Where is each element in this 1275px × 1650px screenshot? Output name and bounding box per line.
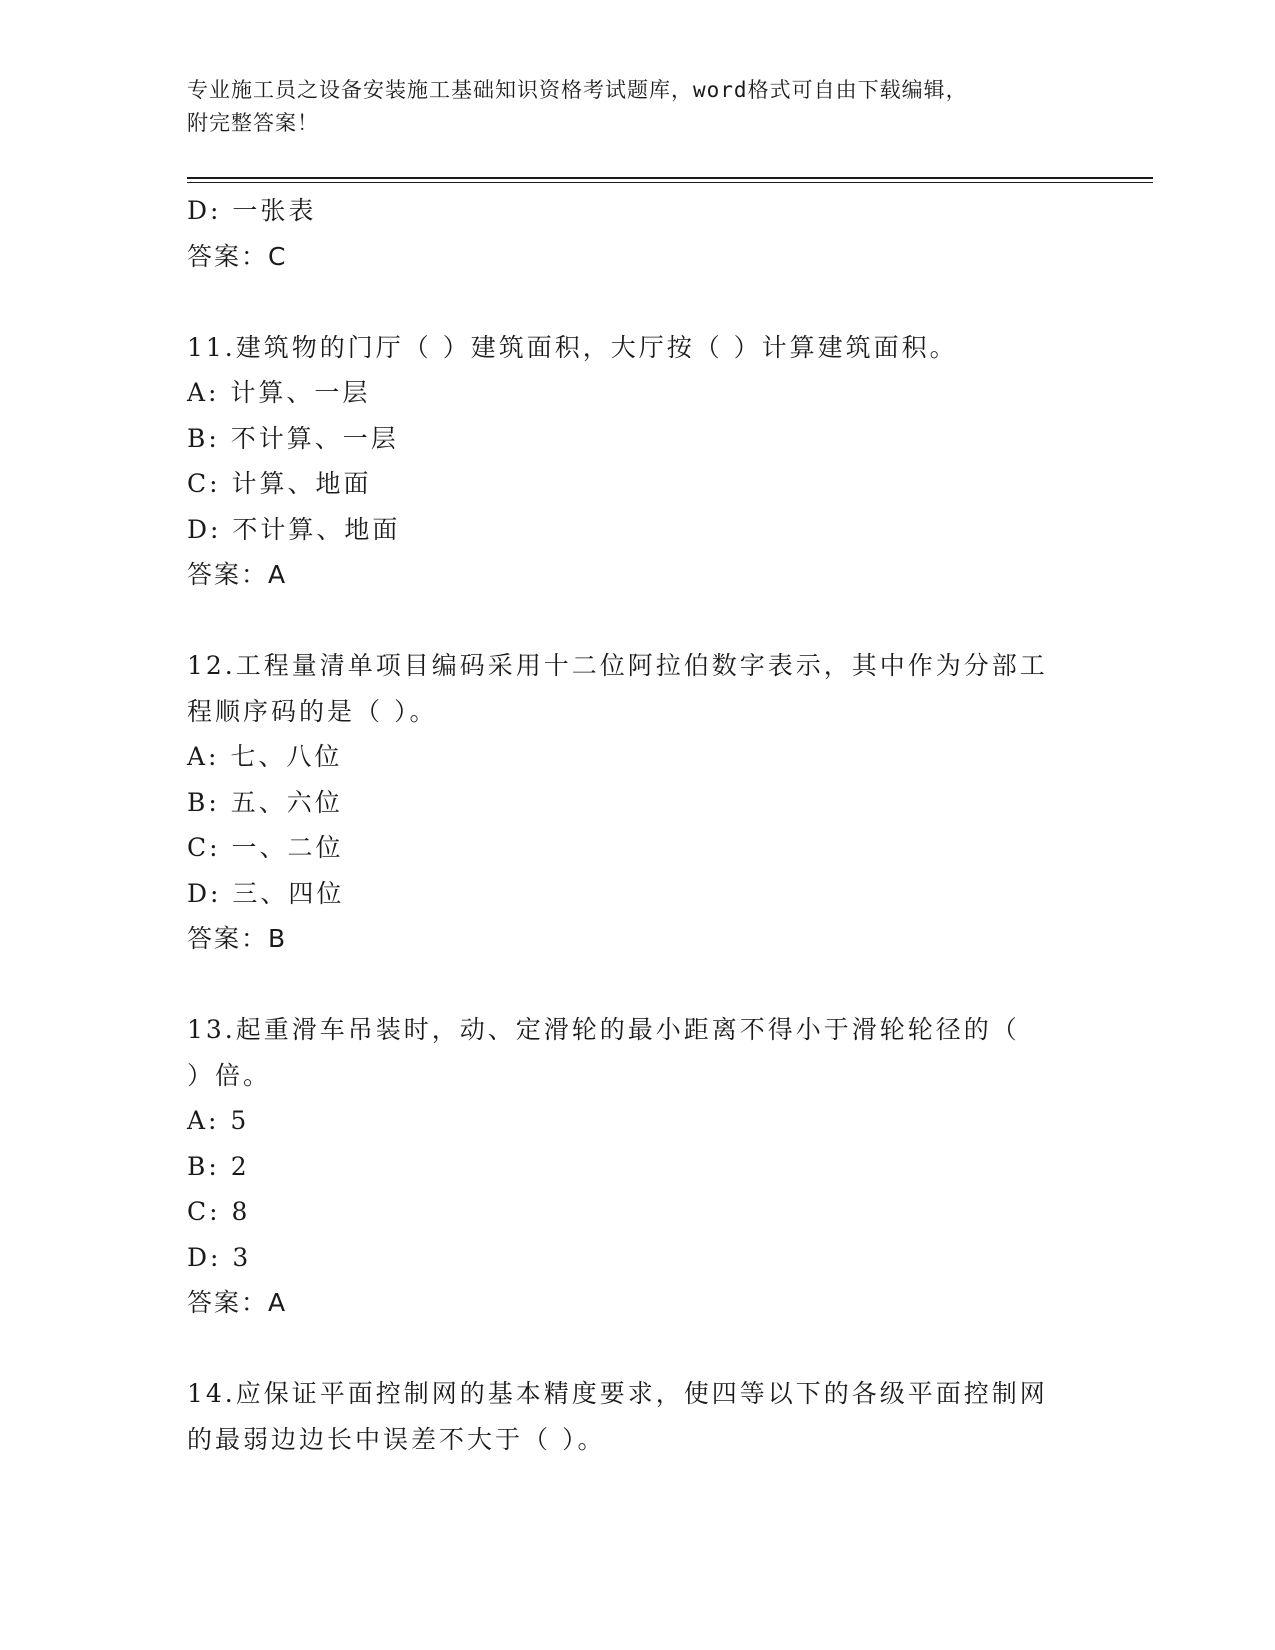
spacer	[187, 279, 1087, 325]
option-b: B: 不计算、一层	[187, 423, 399, 453]
option-b: B: 2	[187, 1151, 250, 1181]
option-c: C: 8	[187, 1197, 251, 1226]
question-stem-continued: ）倍。	[187, 1060, 272, 1090]
answer-line: 答案：A	[187, 560, 288, 589]
option-d: D: 一张表	[187, 196, 317, 225]
question-14	[187, 1371, 1087, 1462]
question-stem-continued: 程顺序码的是（ ）。	[187, 696, 438, 726]
spacer	[187, 962, 1087, 1008]
answer-line: 答案：A	[187, 1288, 288, 1317]
question-13	[187, 1007, 1087, 1326]
option-d: D: 不计算、地面	[187, 514, 401, 544]
option-c: C: 计算、地面	[187, 469, 372, 498]
question-stem-continued: 的最弱边边长中误差不大于（ ）。	[187, 1424, 606, 1454]
question-stem: 13.起重滑车吊装时，动、定滑轮的最小距离不得小于滑轮轮径的（	[187, 1015, 1020, 1044]
spacer	[187, 1326, 1087, 1372]
option-a: A: 七、八位	[187, 742, 343, 771]
question-stem: 11.建筑物的门厅（ ）建筑面积，大厅按（ ）计算建筑面积。	[187, 332, 958, 362]
option-d: D: 3	[187, 1242, 252, 1272]
question-list	[187, 188, 1087, 1462]
header-divider-thin	[187, 182, 1153, 183]
option-a: A: 计算、一层	[187, 378, 371, 407]
option-b: B: 五、六位	[187, 787, 343, 817]
document-header	[187, 74, 1087, 140]
question-11	[187, 325, 1087, 598]
answer-line: 答案：B	[187, 924, 288, 953]
option-c: C: 一、二位	[187, 833, 344, 862]
option-d: D: 三、四位	[187, 878, 345, 908]
header-line-2: 附完整答案！	[187, 111, 319, 135]
option-a: A: 5	[187, 1106, 250, 1135]
spacer	[187, 598, 1087, 644]
question-12	[187, 643, 1087, 962]
header-divider-thick	[187, 177, 1153, 179]
answer-line: 答案：C	[187, 241, 288, 271]
question-stem: 12.工程量清单项目编码采用十二位阿拉伯数字表示，其中作为分部工	[187, 651, 1048, 680]
header-line-1: 专业施工员之设备安装施工基础知识资格考试题库，word格式可自由下载编辑，	[187, 78, 968, 102]
question-stem: 14.应保证平面控制网的基本精度要求，使四等以下的各级平面控制网	[187, 1379, 1048, 1408]
